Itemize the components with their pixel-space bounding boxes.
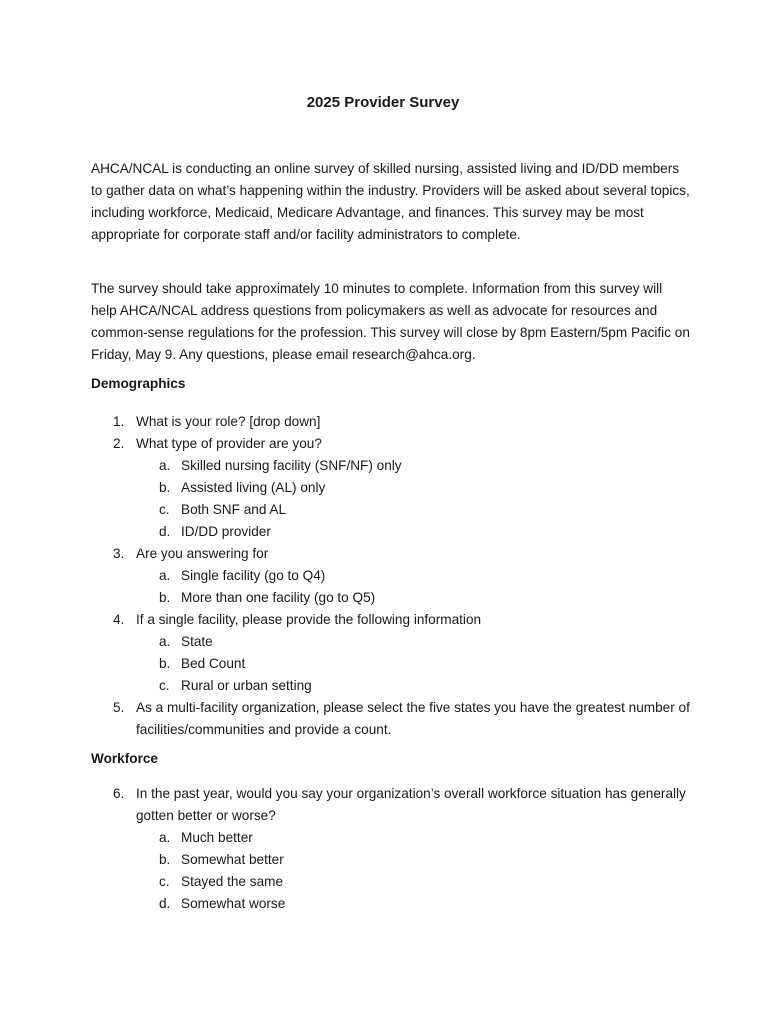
option-letter: a. (159, 568, 171, 583)
question-item (91, 783, 691, 915)
option-letter: b. (159, 480, 171, 495)
answer-options (136, 565, 691, 609)
answer-options (136, 631, 691, 697)
answer-option (136, 675, 691, 697)
question-item (91, 543, 691, 609)
option-letter: d. (159, 524, 171, 539)
question-number: 3. (113, 546, 125, 561)
question-number: 1. (113, 414, 125, 429)
question-number: 6. (113, 786, 125, 801)
question-item (91, 433, 691, 543)
question-list-demographics (91, 411, 691, 741)
question-text: Are you answering for (136, 546, 269, 561)
option-text: Stayed the same (181, 874, 284, 889)
option-text: Somewhat worse (181, 896, 286, 911)
option-letter: c. (159, 678, 170, 693)
answer-option (136, 521, 691, 543)
option-letter: a. (159, 830, 171, 845)
option-text: Somewhat better (181, 852, 284, 867)
answer-option (136, 827, 691, 849)
answer-options (136, 455, 691, 543)
question-number: 5. (113, 700, 125, 715)
option-text: Bed Count (181, 656, 246, 671)
option-text: Rural or urban setting (181, 678, 312, 693)
option-text: More than one facility (go to Q5) (181, 590, 376, 605)
answer-option (136, 499, 691, 521)
question-text: What type of provider are you? (136, 436, 322, 451)
question-item (91, 609, 691, 697)
option-text: State (181, 634, 213, 649)
question-text: If a single facility, please provide the following information (136, 612, 482, 627)
option-letter: a. (159, 634, 171, 649)
option-text: Single facility (go to Q4) (181, 568, 326, 583)
option-text: ID/DD provider (181, 524, 271, 539)
option-letter: c. (159, 874, 170, 889)
answer-option (136, 565, 691, 587)
question-item (91, 411, 691, 433)
answer-option (136, 849, 691, 871)
option-letter: b. (159, 590, 171, 605)
answer-option (136, 871, 691, 893)
intro-paragraph-2: The survey should take approximately 10 minutes to complete. Information from this survey will help AHCA/NCAL address questions from policymakers as well as advocate for resources and common-sense regulations for the profession. This survey will close by 8pm Eastern/5pm Pacific on Friday, May 9. Any questions, please email research@ahca.org. (91, 281, 690, 362)
answer-option (136, 477, 691, 499)
section-heading-workforce: Workforce (91, 751, 158, 766)
answer-option (136, 653, 691, 675)
question-number: 4. (113, 612, 125, 627)
option-text: Much better (181, 830, 253, 845)
answer-options (136, 827, 691, 915)
question-text: As a multi-facility organization, please select the five states you have the greatest number of facilities/communities and provide a count. (136, 700, 690, 737)
option-letter: b. (159, 656, 171, 671)
option-letter: d. (159, 896, 171, 911)
option-letter: c. (159, 502, 170, 517)
option-text: Assisted living (AL) only (181, 480, 326, 495)
question-item (91, 697, 691, 741)
option-letter: a. (159, 458, 171, 473)
option-text: Both SNF and AL (181, 502, 287, 517)
question-list-workforce (91, 783, 691, 915)
page-title: 2025 Provider Survey (306, 94, 460, 111)
option-letter: b. (159, 852, 171, 867)
question-number: 2. (113, 436, 125, 451)
question-text: In the past year, would you say your organization’s overall workforce situation has generally gotten better or worse? (136, 786, 686, 823)
question-text: What is your role? [drop down] (136, 414, 321, 429)
intro-paragraph-1: AHCA/NCAL is conducting an online survey of skilled nursing, assisted living and ID/DD members to gather data on what’s happening within the industry. Providers will be asked about several topics, including workforce, Medicaid, Medicare Advantage, and finances. This survey may be most appropriate for corporate staff and/or facility administrators to complete. (91, 161, 690, 242)
answer-option (136, 455, 691, 477)
section-heading-demographics: Demographics (91, 376, 186, 391)
answer-option (136, 631, 691, 653)
answer-option (136, 587, 691, 609)
option-text: Skilled nursing facility (SNF/NF) only (181, 458, 402, 473)
answer-option (136, 893, 691, 915)
